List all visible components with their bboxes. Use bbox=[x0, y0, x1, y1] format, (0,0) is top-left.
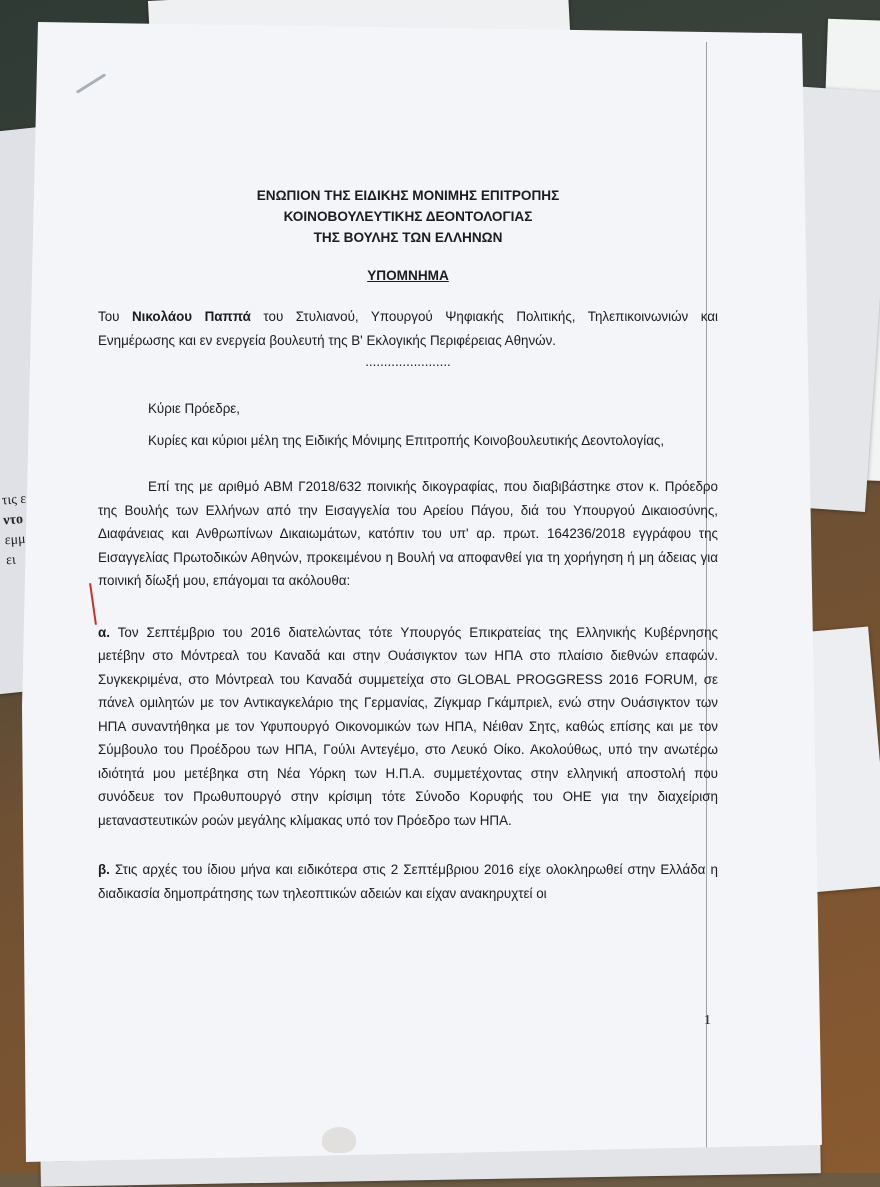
paragraph-marker: β. bbox=[98, 862, 110, 877]
paragraph-a bbox=[98, 621, 718, 833]
intro-rest: του Στυλιανού, Υπουργού Ψηφιακής Πολιτικής, Τηλεπικοινωνιών και Ενημέρωσης και εν ενεργεία βουλευτή της Β' Εκλογικής Περιφέρειας Αθηνών. bbox=[98, 309, 718, 348]
intro-prefix: Του bbox=[98, 309, 132, 324]
document-heading bbox=[98, 185, 718, 248]
paragraph-text: Τον Σεπτέμβριο του 2016 διατελώντας τότε Υπουργός Επικρατείας της Ελληνικής Κυβέρνησης μετέβην στο Μόντρεαλ του Καναδά και στην Ουάσιγκτον των ΗΠΑ στο πλαίσιο διεθνών επαφών. Συγκεκριμένα, στο Μόντρεαλ του Καναδά συμμετείχα στο GLOBAL PROGGRESS 2016 FORUM, σε πάνελ ομιλητών με τον Αντικαγκελάριο της Γερμανίας, Ζίγκμαρ Γκάμπριελ, ενώ στην Ουάσιγκτον των ΗΠΑ συναντήθηκα με τον Υφυπουργό Οικονομικών των ΗΠΑ, Νέιθαν Σητς, καθώς επίσης και με τον Σύμβουλο του Προέδρου των ΗΠΑ, Γούλι Αντεγέμο, στο Λευκό Οίκο. Ακολούθως, υπό την ανωτέρω ιδιότητά μου μετέβηκα στη Νέα Υόρκη των Η.Π.Α. συμμετέχοντας στην ελληνική αποστολή που συνόδευε τον Πρωθυπουργό στην κρίσιμη τότε Σύνοδο Κορυφής του ΟΗΕ για την διαχείριση μεταναστευτικών ροών μεγάλης κλίμακας υπό τον Πρόεδρο των ΗΠΑ. bbox=[98, 624, 718, 828]
intro-paragraph bbox=[98, 305, 718, 352]
salutation bbox=[98, 393, 718, 457]
document-content bbox=[98, 185, 718, 905]
faint-stamp bbox=[322, 1127, 356, 1153]
heading-line: ΤΗΣ ΒΟΥΛΗΣ ΤΩΝ ΕΛΛΗΝΩΝ bbox=[313, 230, 503, 245]
heading-line: ΕΝΩΠΙΟΝ ΤΗΣ ΕΙΔΙΚΗΣ ΜΟΝΙΜΗΣ ΕΠΙΤΡΟΠΗΣ bbox=[256, 188, 560, 203]
main-paragraph: Επί της με αριθμό ΑΒΜ Γ2018/632 ποινικής δικογραφίας, που διαβιβάστηκε στον κ. Πρόεδρο της Βουλής των Ελλήνων από την Εισαγγελία του Αρείου Πάγου, διά του Υπουργού Δικαιοσύνης, Διαφάνειας και Ανθρωπίνων Δικαιωμάτων, κατόπιν του υπ' αρ. πρωτ. 164236/2018 εγγράφου της Εισαγγελίας Πρωτοδικών Αθηνών, προκειμένου η Βουλή να αποφανθεί για τη χορήγηση ή μη άδειας για ποινική δίωξή μου, επάγομαι τα ακόλουθα: bbox=[98, 479, 718, 588]
document-subtitle: ΥΠΟΜΝΗΜΑ bbox=[367, 268, 449, 283]
side-fragment-line: ει bbox=[5, 552, 17, 569]
staple bbox=[76, 73, 106, 94]
paragraph-text: Στις αρχές του ίδιου μήνα και ειδικότερα στις 2 Σεπτέμβριου 2016 είχε ολοκληρωθεί στην Ελλάδα η διαδικασία δημοπράτησης των τηλεοπτικών αδειών και είχαν ανακηρυχτεί οι bbox=[98, 862, 718, 901]
salutation-line: Κύριε Πρόεδρε, bbox=[148, 401, 241, 416]
author-name: Νικολάου Παππά bbox=[132, 309, 251, 324]
paragraph-marker: α. bbox=[98, 624, 110, 640]
paragraph-b bbox=[98, 858, 718, 905]
side-fragment-line: τις ε bbox=[1, 491, 27, 509]
separator-dots: ....................... bbox=[365, 354, 451, 369]
heading-line: ΚΟΙΝΟΒΟΥΛΕΥΤΙΚΗΣ ΔΕΟΝΤΟΛΟΓΙΑΣ bbox=[283, 209, 533, 224]
side-fragment-line: εμμ bbox=[4, 531, 27, 549]
salutation-line: Κυρίες και κύριοι μέλη της Ειδικής Μόνιμης Επιτροπής Κοινοβουλευτικής Δεοντολογίας, bbox=[148, 433, 665, 448]
side-fragment-line: ντο bbox=[2, 512, 24, 529]
page-number: 1 bbox=[704, 1013, 711, 1028]
